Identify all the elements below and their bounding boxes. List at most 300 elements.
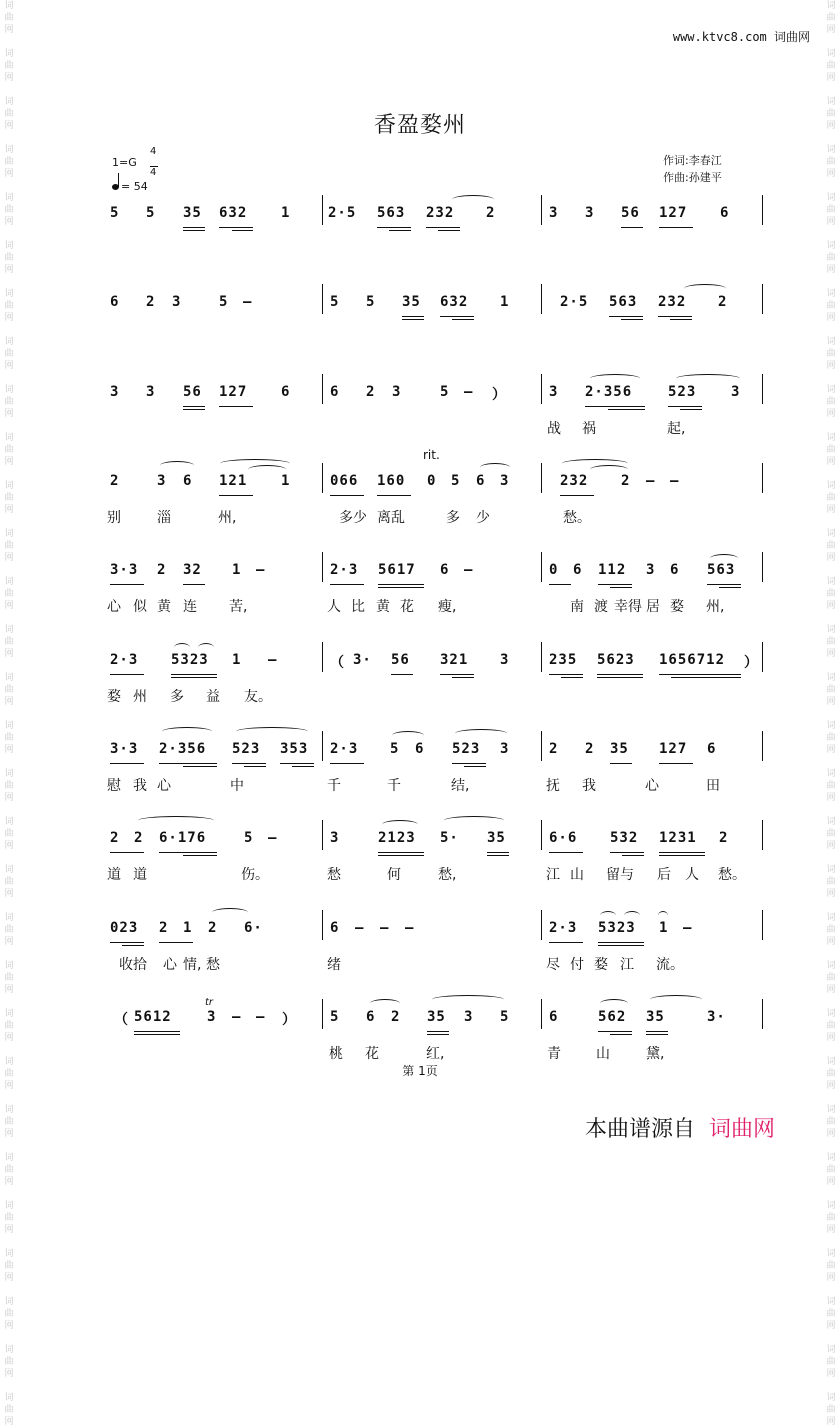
note: 6: [330, 384, 340, 400]
note: 112: [598, 562, 627, 578]
note: 3·: [707, 1009, 726, 1025]
lyric: 居: [646, 599, 660, 615]
notes-row: [0, 652, 840, 680]
beam: [707, 584, 741, 585]
barline: [762, 463, 763, 493]
note: 3: [172, 294, 182, 310]
note: 232: [426, 205, 455, 221]
slur: [600, 911, 616, 920]
beam: [134, 1031, 180, 1032]
note: 2: [134, 830, 144, 846]
beam: [219, 406, 253, 407]
note: 632: [440, 294, 469, 310]
beam: [183, 855, 217, 856]
note: 6: [707, 741, 717, 757]
note: 5: [451, 473, 461, 489]
beam: [438, 230, 460, 231]
note: 1: [281, 473, 291, 489]
note: 32: [183, 562, 202, 578]
beam: [646, 1031, 668, 1032]
lyric: 多: [170, 689, 184, 705]
note: 6·6: [549, 830, 578, 846]
note: 35: [402, 294, 421, 310]
note: 563: [609, 294, 638, 310]
slur: [684, 284, 726, 293]
lyric: 渡: [594, 599, 608, 615]
notes-row: [0, 384, 840, 412]
note: –: [670, 473, 680, 489]
note: 2: [366, 384, 376, 400]
watermark-left: 词 曲 网 词 曲 网 词 曲 网 词 曲 网 词 曲 网 词 曲 网 词 曲 网 词 曲 网 词 曲 网 词 曲 网 词 曲 网 词 曲 网 词 曲 网 词 曲 网 词 曲 网 词 曲 网 词 曲 网 词 曲 网 词 曲 网 词 曲 网 词 曲 网 词 曲 网 词 曲 网 词 曲 网 词 曲 网 词 曲 网 词 曲 网 词 曲 网 词 曲 网 词 曲 网: [4, 1, 14, 1427]
beam: [610, 763, 632, 764]
beam: [598, 584, 632, 585]
beam: [426, 227, 460, 228]
composer-credit: 作曲:孙建平: [663, 171, 722, 184]
beam: [389, 230, 411, 231]
note: 5323: [171, 652, 209, 668]
note: 6: [573, 562, 583, 578]
beam: [402, 316, 424, 317]
note: 5: [500, 1009, 510, 1025]
note: 3: [549, 205, 559, 221]
note: 35: [183, 205, 202, 221]
lyric: 江: [620, 957, 634, 973]
beam: [609, 316, 643, 317]
note: 562: [598, 1009, 627, 1025]
slur: [480, 463, 510, 472]
note: 1656712: [659, 652, 726, 668]
barline: [322, 731, 323, 761]
beam: [134, 1034, 180, 1035]
quarter-note-icon: [112, 184, 119, 190]
note: 3: [207, 1009, 217, 1025]
note: –: [646, 473, 656, 489]
barline: [322, 195, 323, 225]
note: （: [114, 1012, 129, 1028]
beam: [549, 584, 571, 585]
note: 2: [549, 741, 559, 757]
slur: [432, 995, 504, 1004]
beam: [560, 495, 594, 496]
note: 35: [427, 1009, 446, 1025]
beam: [110, 763, 144, 764]
beam: [598, 945, 644, 946]
beam: [159, 942, 193, 943]
beam: [391, 674, 413, 675]
note: 2: [621, 473, 631, 489]
notes-row: [0, 562, 840, 590]
lyric: 青: [547, 1046, 561, 1062]
lyric: 田: [706, 778, 720, 794]
note: 632: [219, 205, 248, 221]
note: –: [268, 830, 278, 846]
barline: [541, 284, 542, 314]
beam: [183, 409, 205, 410]
lyric: 我: [133, 778, 147, 794]
lyric: 愁: [206, 957, 220, 973]
lyric: 州: [133, 689, 147, 705]
beam: [232, 763, 266, 764]
note: 532: [610, 830, 639, 846]
note: 353: [280, 741, 309, 757]
note: 5: [219, 294, 229, 310]
slur: [138, 816, 214, 825]
lyric: 战: [547, 421, 561, 437]
beam: [597, 677, 643, 678]
beam: [659, 674, 741, 675]
note: 2·5: [560, 294, 589, 310]
barline: [541, 374, 542, 404]
note: 3·3: [110, 562, 139, 578]
note: 321: [440, 652, 469, 668]
lyric: 红,: [426, 1046, 445, 1062]
notes-row: [0, 920, 840, 948]
beam: [659, 763, 693, 764]
lyric: 心: [645, 778, 659, 794]
beam: [183, 227, 205, 228]
lyric: 慰: [107, 778, 121, 794]
barline: [762, 910, 763, 940]
source-footer: [585, 1112, 775, 1143]
beam: [110, 584, 144, 585]
note: 2: [159, 920, 169, 936]
beam: [610, 587, 632, 588]
lyrics-row: [0, 596, 840, 618]
barline: [322, 999, 323, 1029]
slur: [162, 727, 212, 736]
lyric: 愁。: [563, 510, 591, 526]
note: 5: [244, 830, 254, 846]
note: 2·3: [549, 920, 578, 936]
slur: [650, 995, 702, 1004]
slur: [710, 554, 738, 563]
lyric: 江: [546, 867, 560, 883]
barline: [762, 820, 763, 850]
beam: [549, 942, 583, 943]
lyric: 后: [657, 867, 671, 883]
site-url[interactable]: www.ktvc8.com 词曲网: [672, 30, 810, 44]
note: 2: [486, 205, 496, 221]
beam: [110, 674, 144, 675]
key-signature: 1=G: [112, 156, 137, 169]
note: 5623: [597, 652, 635, 668]
note: 5: [110, 205, 120, 221]
note: 121: [219, 473, 248, 489]
score-system-1: [0, 205, 840, 275]
lyric: 道: [107, 867, 121, 883]
barline: [762, 642, 763, 672]
note: 3: [549, 384, 559, 400]
lyric: 千: [387, 778, 401, 794]
note: 6: [670, 562, 680, 578]
note: 0: [427, 473, 437, 489]
note: 56: [621, 205, 640, 221]
lyric: 千: [327, 778, 341, 794]
note: –: [232, 1009, 242, 1025]
beam: [183, 766, 217, 767]
beam: [487, 852, 509, 853]
note: 1: [232, 562, 242, 578]
beam: [622, 855, 644, 856]
beam: [464, 766, 486, 767]
note: 2·5: [328, 205, 357, 221]
lyric: 祸: [582, 421, 596, 437]
note: 127: [659, 205, 688, 221]
note: 1: [232, 652, 242, 668]
slur: [392, 731, 424, 740]
note: 6: [440, 562, 450, 578]
note: –: [380, 920, 390, 936]
lyric: 尽: [546, 957, 560, 973]
slur: [370, 999, 400, 1008]
notes-row: [0, 294, 840, 322]
trill-mark: tr: [205, 997, 214, 1008]
lyric: 山: [570, 867, 584, 883]
note: 3: [731, 384, 741, 400]
barline: [322, 284, 323, 314]
note: 5: [390, 741, 400, 757]
note: 6: [476, 473, 486, 489]
slur: [658, 911, 668, 920]
note: 6: [415, 741, 425, 757]
note: 5: [330, 1009, 340, 1025]
lyric: 州,: [706, 599, 725, 615]
barline: [322, 910, 323, 940]
score-system-5: [0, 562, 840, 632]
beam: [219, 495, 253, 496]
barline: [762, 552, 763, 582]
score-system-7: [0, 741, 840, 811]
barline: [322, 642, 323, 672]
note: 5612: [134, 1009, 172, 1025]
slur: [600, 999, 628, 1008]
note: –: [268, 652, 278, 668]
note: 2: [110, 473, 120, 489]
note: –: [464, 562, 474, 578]
lyric: 连: [183, 599, 197, 615]
beam: [377, 227, 411, 228]
note: 2: [208, 920, 218, 936]
barline: [762, 195, 763, 225]
beam: [659, 852, 705, 853]
beam: [671, 677, 741, 678]
beam: [159, 763, 217, 764]
lyric: 婺: [107, 689, 121, 705]
beam: [122, 945, 144, 946]
lyric: 婺: [594, 957, 608, 973]
lyric: 心: [163, 957, 177, 973]
score-system-9: [0, 920, 840, 990]
slur: [174, 643, 190, 652]
lyric: 黛,: [646, 1046, 665, 1062]
note: –: [243, 294, 253, 310]
note: 5617: [378, 562, 416, 578]
beam: [452, 763, 486, 764]
beam: [183, 230, 205, 231]
note: 3·3: [110, 741, 139, 757]
barline: [322, 374, 323, 404]
beam: [330, 584, 364, 585]
note: 3: [500, 652, 510, 668]
lyric: 黄: [376, 599, 390, 615]
watermark-right: 词 曲 网 词 曲 网 词 曲 网 词 曲 网 词 曲 网 词 曲 网 词 曲 网 词 曲 网 词 曲 网 词 曲 网 词 曲 网 词 曲 网 词 曲 网 词 曲 网 词 曲 网 词 曲 网 词 曲 网 词 曲 网 词 曲 网 词 曲 网 词 曲 网 词 曲 网 词 曲 网 词 曲 网 词 曲 网 词 曲 网 词 曲 网 词 曲 网 词 曲 网 词 曲 网: [826, 1, 836, 1427]
beam: [610, 1034, 632, 1035]
beam: [680, 409, 702, 410]
note: 5: [366, 294, 376, 310]
slur: [452, 195, 494, 204]
lyric: 幸得: [614, 599, 642, 615]
lyric: 愁: [327, 867, 341, 883]
beam: [561, 677, 583, 678]
note: 2·356: [585, 384, 633, 400]
time-signature-top: 4: [150, 146, 157, 157]
beam: [598, 1031, 632, 1032]
lyric: 友。: [244, 689, 272, 705]
lyric: 桃: [329, 1046, 343, 1062]
beam: [668, 406, 702, 407]
lyric: 愁。: [718, 867, 746, 883]
score-system-4: [0, 473, 840, 543]
note: ）: [282, 1012, 297, 1028]
beam: [427, 1034, 449, 1035]
lyric: 南: [570, 599, 584, 615]
lyric: 抚: [546, 778, 560, 794]
beam: [232, 230, 253, 231]
slur: [212, 908, 248, 917]
lyric: 绪: [327, 957, 341, 973]
note: 232: [560, 473, 589, 489]
tempo-value: = 54: [121, 180, 148, 193]
beam: [608, 409, 645, 410]
note: 3: [500, 741, 510, 757]
lyric: 益: [206, 689, 220, 705]
beam: [280, 763, 314, 764]
barline: [762, 374, 763, 404]
lyric: 瘦,: [438, 599, 457, 615]
beam: [159, 852, 217, 853]
source-label: 本曲谱源自: [585, 1117, 696, 1142]
lyric: 人: [685, 867, 699, 883]
note: 5: [146, 205, 156, 221]
note: 2123: [378, 830, 416, 846]
beam: [292, 766, 314, 767]
lyrics-row: [0, 686, 840, 708]
beam: [378, 584, 424, 585]
note: 6: [183, 473, 193, 489]
note: 35: [487, 830, 506, 846]
beam: [183, 584, 205, 585]
beam: [658, 316, 692, 317]
notes-row: [0, 741, 840, 769]
brand-link[interactable]: 词曲网: [709, 1117, 776, 1142]
note: 2: [391, 1009, 401, 1025]
note: –: [683, 920, 693, 936]
beam: [171, 674, 217, 675]
lyric: 中: [230, 778, 244, 794]
note: 160: [377, 473, 406, 489]
note: 56: [391, 652, 410, 668]
lyric: 少: [476, 510, 490, 526]
note: 2·3: [330, 741, 359, 757]
lyrics-row: [0, 775, 840, 797]
note: 6·: [244, 920, 263, 936]
lyric: 州,: [218, 510, 237, 526]
note: 2: [110, 830, 120, 846]
page-number: 第 1页: [402, 1064, 438, 1078]
note: 523: [452, 741, 481, 757]
slur: [590, 374, 640, 383]
note: 3: [146, 384, 156, 400]
barline: [322, 552, 323, 582]
slur: [624, 911, 640, 920]
slur: [198, 643, 214, 652]
lyrics-row: [0, 864, 840, 886]
note: 235: [549, 652, 578, 668]
note: （: [330, 655, 345, 671]
lyric: 愁,: [438, 867, 457, 883]
note: –: [256, 1009, 266, 1025]
lyric: 情,: [183, 957, 202, 973]
lyric: 人: [327, 599, 341, 615]
lyric: 付: [570, 957, 584, 973]
lyric: 心: [107, 599, 121, 615]
note: 2: [157, 562, 167, 578]
lyric: 淄: [157, 510, 171, 526]
lyric: 结,: [451, 778, 470, 794]
lyric: 黄: [157, 599, 171, 615]
notes-row: [0, 997, 840, 1037]
beam: [719, 587, 741, 588]
beam: [440, 674, 474, 675]
beam: [646, 1034, 668, 1035]
note: 5: [330, 294, 340, 310]
barline: [541, 999, 542, 1029]
beam: [549, 852, 583, 853]
barline: [322, 463, 323, 493]
barline: [541, 642, 542, 672]
note: 3: [330, 830, 340, 846]
note: 35: [646, 1009, 665, 1025]
barline: [541, 910, 542, 940]
score-system-6: [0, 652, 840, 722]
slur: [455, 729, 507, 738]
note: 1: [659, 920, 669, 936]
beam: [621, 227, 643, 228]
lyrics-row: [0, 418, 840, 440]
beam: [378, 855, 424, 856]
beam: [378, 852, 424, 853]
note: 1: [500, 294, 510, 310]
lyric: 伤。: [241, 867, 269, 883]
note: 2·3: [330, 562, 359, 578]
beam: [610, 852, 644, 853]
barline: [541, 463, 542, 493]
beam: [621, 319, 643, 320]
note: 1: [281, 205, 291, 221]
beam: [427, 1031, 449, 1032]
beam: [183, 406, 205, 407]
note: 563: [707, 562, 736, 578]
note: 232: [658, 294, 687, 310]
note: –: [256, 562, 266, 578]
lyric: 别: [107, 510, 121, 526]
lyrics-row: [0, 507, 840, 529]
lyric: 何: [387, 867, 401, 883]
lyric: 留与: [606, 867, 634, 883]
slur: [236, 727, 308, 736]
note: –: [355, 920, 365, 936]
note: 2: [585, 741, 595, 757]
